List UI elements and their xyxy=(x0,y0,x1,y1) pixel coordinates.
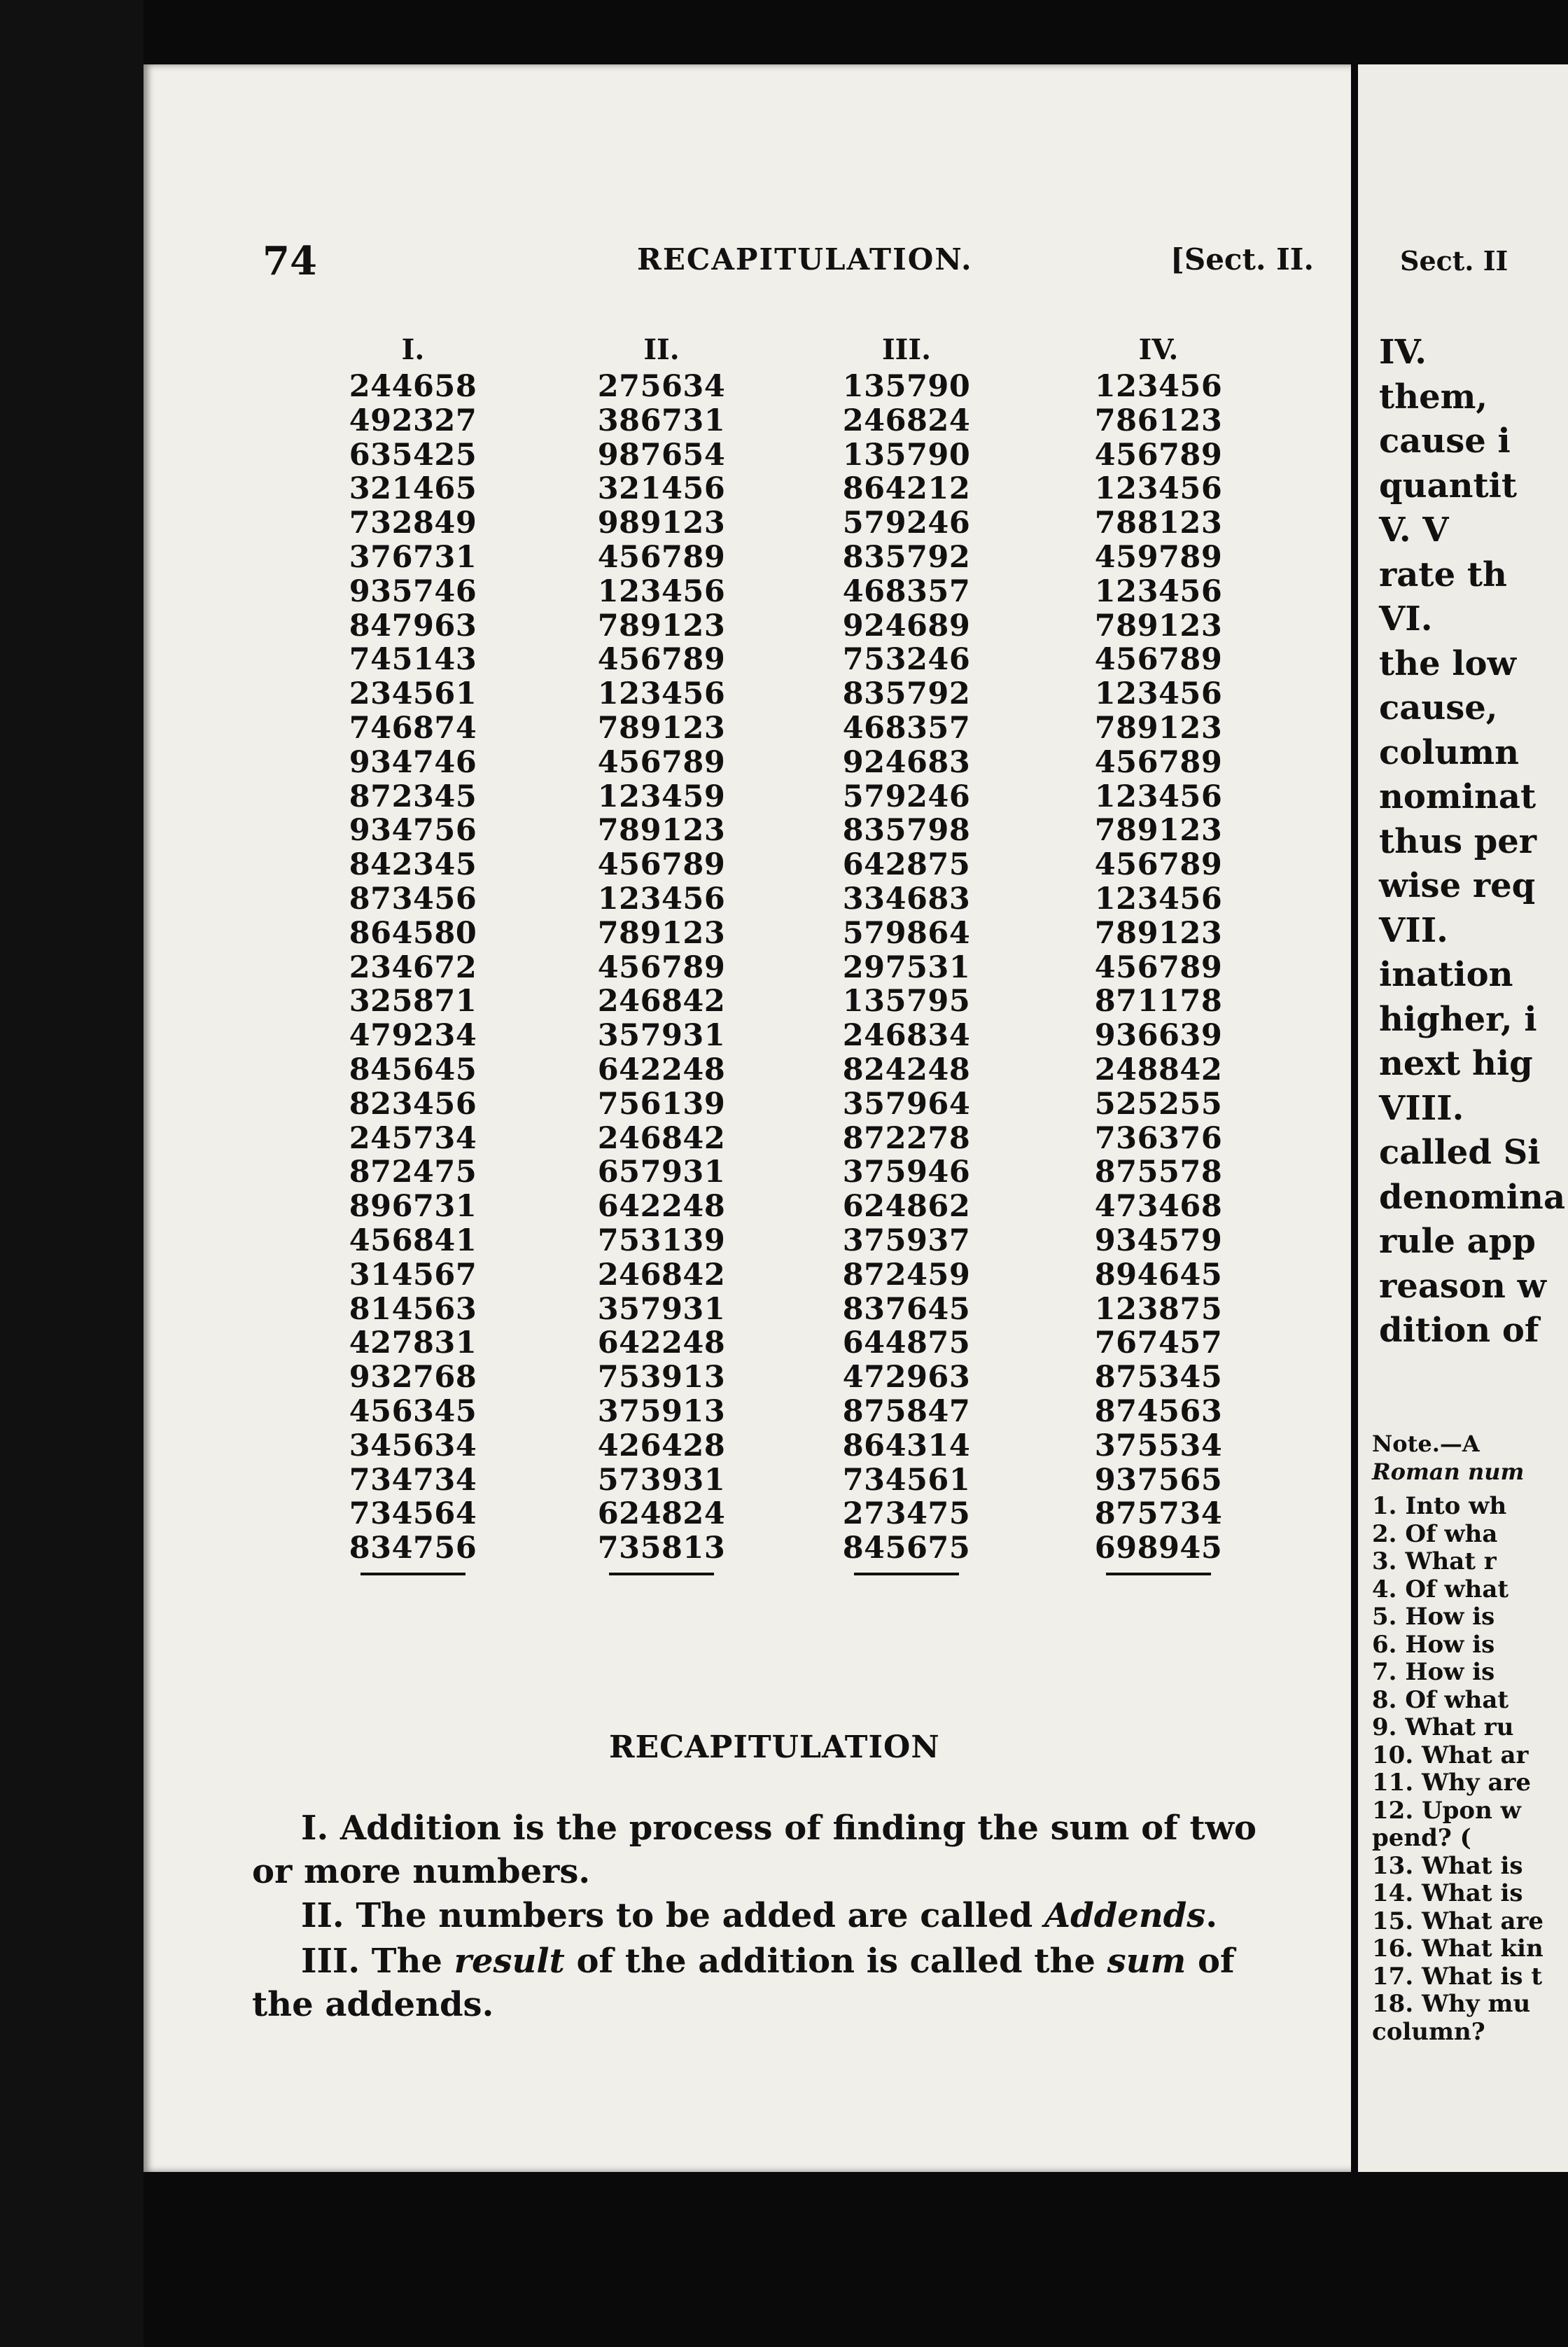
note-line: Note.—A xyxy=(1372,1430,1480,1457)
addend-number: 479234 xyxy=(349,1018,477,1054)
addend-number: 864212 xyxy=(842,471,971,507)
addend-number: 297531 xyxy=(842,949,971,985)
addend-number: 874563 xyxy=(1094,1393,1223,1429)
addend-number: 123456 xyxy=(597,676,726,712)
addend-number: 745143 xyxy=(349,642,477,678)
addend-number: 896731 xyxy=(349,1189,477,1225)
addend-number: 375946 xyxy=(842,1155,971,1190)
addend-number: 756139 xyxy=(597,1086,726,1122)
review-question: 7. How is xyxy=(1372,1658,1495,1686)
column-header: III. xyxy=(881,333,932,366)
addend-number: 789123 xyxy=(597,710,726,746)
addend-number: 924683 xyxy=(842,744,971,780)
addend-number: 456789 xyxy=(1094,744,1223,780)
recap-item-3 xyxy=(252,1939,1302,2026)
right-page-line: rule app xyxy=(1379,1222,1536,1261)
addend-number: 864314 xyxy=(842,1428,971,1463)
addend-number: 426428 xyxy=(597,1428,726,1463)
page-number: 74 xyxy=(262,238,317,284)
column-i xyxy=(322,330,504,1575)
book-spine-shadow xyxy=(0,0,144,2347)
right-page-line: nominat xyxy=(1379,777,1536,816)
addend-number: 642248 xyxy=(597,1325,726,1361)
addend-number: 472963 xyxy=(842,1360,971,1395)
addend-number: 875734 xyxy=(1094,1496,1223,1532)
addend-number: 248842 xyxy=(1094,1052,1223,1087)
right-page-line: denomina xyxy=(1379,1177,1566,1217)
addend-number: 375534 xyxy=(1094,1428,1223,1463)
review-question: 1. Into wh xyxy=(1372,1492,1507,1520)
addend-number: 934579 xyxy=(1094,1223,1223,1258)
addend-number: 245734 xyxy=(349,1120,477,1156)
addend-number: 936639 xyxy=(1094,1018,1223,1054)
addend-number: 525255 xyxy=(1094,1086,1223,1122)
addend-number: 357931 xyxy=(597,1018,726,1054)
addend-number: 135790 xyxy=(842,369,971,404)
review-question: 18. Why mu xyxy=(1372,1990,1531,2018)
addend-number: 246842 xyxy=(597,1257,726,1293)
addend-number: 321456 xyxy=(597,471,726,507)
addend-number: 123456 xyxy=(1094,676,1223,712)
addend-number: 321465 xyxy=(349,471,477,507)
addend-number: 814563 xyxy=(349,1291,477,1327)
addend-number: 875578 xyxy=(1094,1155,1223,1190)
recap-text: The xyxy=(360,1942,454,1981)
right-page-line: the low xyxy=(1379,643,1516,683)
recap-text: of the addition is called the xyxy=(564,1942,1107,1981)
addend-number: 734734 xyxy=(349,1462,477,1498)
addend-number: 823456 xyxy=(349,1086,477,1122)
addend-number: 987654 xyxy=(597,437,726,473)
sum-rule xyxy=(1106,1573,1211,1575)
review-question: 5. How is xyxy=(1372,1603,1495,1631)
running-title: RECAPITULATION. xyxy=(637,242,973,277)
review-question: 6. How is xyxy=(1372,1630,1495,1659)
addition-table xyxy=(322,330,1260,1661)
recap-item-2 xyxy=(252,1894,1302,1937)
addend-number: 734561 xyxy=(842,1462,971,1498)
right-page-line: IV. xyxy=(1379,333,1427,372)
addend-number: 456789 xyxy=(597,642,726,678)
column-iv xyxy=(1068,330,1250,1575)
sum-rule xyxy=(854,1573,959,1575)
addend-number: 698945 xyxy=(1094,1531,1223,1566)
review-question: 11. Why are xyxy=(1372,1769,1532,1797)
right-page-line: next hig xyxy=(1379,1044,1533,1083)
right-page-questions xyxy=(1372,1493,1568,2046)
recap-text: . xyxy=(1205,1896,1218,1935)
addend-number: 456789 xyxy=(597,744,726,780)
addend-number: 789123 xyxy=(597,608,726,643)
addend-number: 123459 xyxy=(597,779,726,814)
addend-number: 875345 xyxy=(1094,1360,1223,1395)
addend-number: 375913 xyxy=(597,1393,726,1429)
addend-number: 273475 xyxy=(842,1496,971,1532)
addend-number: 894645 xyxy=(1094,1257,1223,1293)
addend-number: 325871 xyxy=(349,984,477,1019)
review-question: 9. What ru xyxy=(1372,1713,1514,1741)
addend-number: 934756 xyxy=(349,813,477,849)
addend-number: 123456 xyxy=(597,881,726,917)
note-line: Roman num xyxy=(1372,1458,1525,1485)
addend-number: 934746 xyxy=(349,744,477,780)
addend-number: 789123 xyxy=(1094,915,1223,951)
addend-number: 456345 xyxy=(349,1393,477,1429)
recap-emphasis: Addends xyxy=(1044,1896,1206,1935)
right-page-line: V. V xyxy=(1379,510,1449,550)
column-header: I. xyxy=(401,333,425,366)
addend-number: 456789 xyxy=(1094,949,1223,985)
addend-number: 789123 xyxy=(597,813,726,849)
addend-number: 864580 xyxy=(349,915,477,951)
addend-number: 642248 xyxy=(597,1189,726,1225)
addend-number: 456789 xyxy=(597,539,726,575)
addend-number: 989123 xyxy=(597,506,726,541)
addend-number: 376731 xyxy=(349,539,477,575)
addend-number: 246842 xyxy=(597,1120,726,1156)
addend-number: 642875 xyxy=(842,847,971,883)
addend-number: 835792 xyxy=(842,676,971,712)
addend-number: 345634 xyxy=(349,1428,477,1463)
right-page-line: quantit xyxy=(1379,466,1518,506)
addend-number: 234561 xyxy=(349,676,477,712)
addend-number: 842345 xyxy=(349,847,477,883)
addend-number: 657931 xyxy=(597,1155,726,1190)
addend-number: 123875 xyxy=(1094,1291,1223,1327)
addend-number: 579246 xyxy=(842,779,971,814)
addend-number: 468357 xyxy=(842,573,971,609)
addend-number: 244658 xyxy=(349,369,477,404)
addend-number: 135790 xyxy=(842,437,971,473)
right-page-line: reason w xyxy=(1379,1266,1546,1306)
addend-number: 789123 xyxy=(1094,710,1223,746)
addend-number: 835792 xyxy=(842,539,971,575)
addend-number: 456789 xyxy=(1094,642,1223,678)
recap-emphasis: result xyxy=(454,1942,565,1981)
addend-number: 357964 xyxy=(842,1086,971,1122)
addend-number: 835798 xyxy=(842,813,971,849)
recap-text: The numbers to be added are called xyxy=(344,1896,1044,1935)
addend-number: 635425 xyxy=(349,437,477,473)
right-page-line: cause, xyxy=(1379,688,1498,727)
review-question: 4. Of what xyxy=(1372,1575,1509,1603)
review-question: 15. What are xyxy=(1372,1907,1544,1935)
addend-number: 871178 xyxy=(1094,984,1223,1019)
addend-number: 624824 xyxy=(597,1496,726,1532)
addend-number: 123456 xyxy=(1094,779,1223,814)
addend-number: 932768 xyxy=(349,1360,477,1395)
right-page-line: column xyxy=(1379,732,1520,772)
addend-number: 492327 xyxy=(349,403,477,438)
addend-number: 753246 xyxy=(842,642,971,678)
addend-number: 935746 xyxy=(349,573,477,609)
addend-number: 753913 xyxy=(597,1360,726,1395)
review-question: 3. What r xyxy=(1372,1547,1497,1575)
addend-number: 459789 xyxy=(1094,539,1223,575)
right-page-line: ination xyxy=(1379,955,1513,994)
recap-text: of the addends. xyxy=(252,1942,1235,2024)
addend-number: 734564 xyxy=(349,1496,477,1532)
addend-number: 789123 xyxy=(1094,813,1223,849)
right-page-line: called Si xyxy=(1379,1133,1541,1172)
addend-number: 732849 xyxy=(349,506,477,541)
column-header: IV. xyxy=(1138,333,1179,366)
addend-number: 789123 xyxy=(597,915,726,951)
right-page-line: VI. xyxy=(1379,599,1433,639)
addend-number: 937565 xyxy=(1094,1462,1223,1498)
right-page-note xyxy=(1372,1430,1568,1486)
right-page-line: them, xyxy=(1379,377,1488,417)
addend-number: 456789 xyxy=(1094,437,1223,473)
addend-number: 579864 xyxy=(842,915,971,951)
addend-number: 456789 xyxy=(1094,847,1223,883)
addend-number: 473468 xyxy=(1094,1189,1223,1225)
review-question: 2. Of wha xyxy=(1372,1519,1498,1548)
addend-number: 314567 xyxy=(349,1257,477,1293)
review-question: 10. What ar xyxy=(1372,1741,1529,1769)
addend-number: 135795 xyxy=(842,984,971,1019)
addend-number: 872459 xyxy=(842,1257,971,1293)
addend-number: 642248 xyxy=(597,1052,726,1087)
recap-numeral: II. xyxy=(301,1896,344,1935)
addend-number: 468357 xyxy=(842,710,971,746)
column-iii xyxy=(816,330,997,1575)
right-page-text xyxy=(1379,330,1568,1353)
recap-text: Addition is the process of finding the sum of two or more numbers. xyxy=(252,1809,1256,1891)
addend-number: 872278 xyxy=(842,1120,971,1156)
addend-number: 334683 xyxy=(842,881,971,917)
review-question: column? xyxy=(1372,2017,1485,2046)
right-page-line: rate th xyxy=(1379,555,1507,594)
addend-number: 837645 xyxy=(842,1291,971,1327)
review-question: 12. Upon w xyxy=(1372,1796,1521,1825)
addend-number: 123456 xyxy=(1094,881,1223,917)
addend-number: 234672 xyxy=(349,949,477,985)
review-question: 8. Of what xyxy=(1372,1685,1509,1714)
right-page xyxy=(1351,64,1568,2172)
recap-emphasis: sum xyxy=(1107,1942,1186,1981)
addend-number: 845675 xyxy=(842,1531,971,1566)
addend-number: 246824 xyxy=(842,403,971,438)
addend-number: 123456 xyxy=(1094,573,1223,609)
addend-number: 872475 xyxy=(349,1155,477,1190)
addend-number: 736376 xyxy=(1094,1120,1223,1156)
addend-number: 386731 xyxy=(597,403,726,438)
right-page-line: VII. xyxy=(1379,910,1448,950)
addend-number: 834756 xyxy=(349,1531,477,1566)
right-page-line: cause i xyxy=(1379,422,1511,461)
addend-number: 644875 xyxy=(842,1325,971,1361)
addend-number: 847963 xyxy=(349,608,477,643)
review-question: 17. What is t xyxy=(1372,1962,1543,1991)
right-page-line: VIII. xyxy=(1379,1088,1464,1128)
addend-number: 579246 xyxy=(842,506,971,541)
sum-rule xyxy=(360,1573,465,1575)
addend-number: 427831 xyxy=(349,1325,477,1361)
addend-number: 624862 xyxy=(842,1189,971,1225)
addend-number: 123456 xyxy=(1094,369,1223,404)
addend-number: 788123 xyxy=(1094,506,1223,541)
right-page-line: thus per xyxy=(1379,821,1537,861)
addend-number: 924689 xyxy=(842,608,971,643)
right-page-header: Sect. II xyxy=(1400,245,1508,277)
right-page-line: wise req xyxy=(1379,866,1536,905)
addend-number: 845645 xyxy=(349,1052,477,1087)
recap-numeral: I. xyxy=(301,1809,329,1848)
addend-number: 456841 xyxy=(349,1223,477,1258)
addend-number: 357931 xyxy=(597,1291,726,1327)
addend-number: 767457 xyxy=(1094,1325,1223,1361)
review-question: pend? ( xyxy=(1372,1824,1471,1852)
addend-number: 456789 xyxy=(597,949,726,985)
column-header: II. xyxy=(643,333,680,366)
addend-number: 246842 xyxy=(597,984,726,1019)
addend-number: 753139 xyxy=(597,1223,726,1258)
column-ii xyxy=(570,330,752,1575)
addend-number: 246834 xyxy=(842,1018,971,1054)
addend-number: 123456 xyxy=(597,573,726,609)
addend-number: 746874 xyxy=(349,710,477,746)
addend-number: 789123 xyxy=(1094,608,1223,643)
recap-item-1 xyxy=(252,1806,1302,1893)
addend-number: 875847 xyxy=(842,1393,971,1429)
addend-number: 275634 xyxy=(597,369,726,404)
review-question: 14. What is xyxy=(1372,1879,1523,1907)
recap-numeral: III. xyxy=(301,1942,360,1981)
addend-number: 456789 xyxy=(597,847,726,883)
addend-number: 123456 xyxy=(1094,471,1223,507)
review-question: 13. What is xyxy=(1372,1851,1523,1880)
addend-number: 873456 xyxy=(349,881,477,917)
addend-number: 573931 xyxy=(597,1462,726,1498)
sum-rule xyxy=(609,1573,714,1575)
addend-number: 375937 xyxy=(842,1223,971,1258)
review-question: 16. What kin xyxy=(1372,1935,1544,1963)
recapitulation-heading: RECAPITULATION xyxy=(609,1729,940,1765)
right-page-line: higher, i xyxy=(1379,999,1537,1039)
addend-number: 786123 xyxy=(1094,403,1223,438)
addend-number: 735813 xyxy=(597,1531,726,1566)
addend-number: 824248 xyxy=(842,1052,971,1087)
addend-number: 872345 xyxy=(349,779,477,814)
section-label: [Sect. II. xyxy=(1170,242,1315,277)
right-page-line: dition of xyxy=(1379,1311,1539,1350)
